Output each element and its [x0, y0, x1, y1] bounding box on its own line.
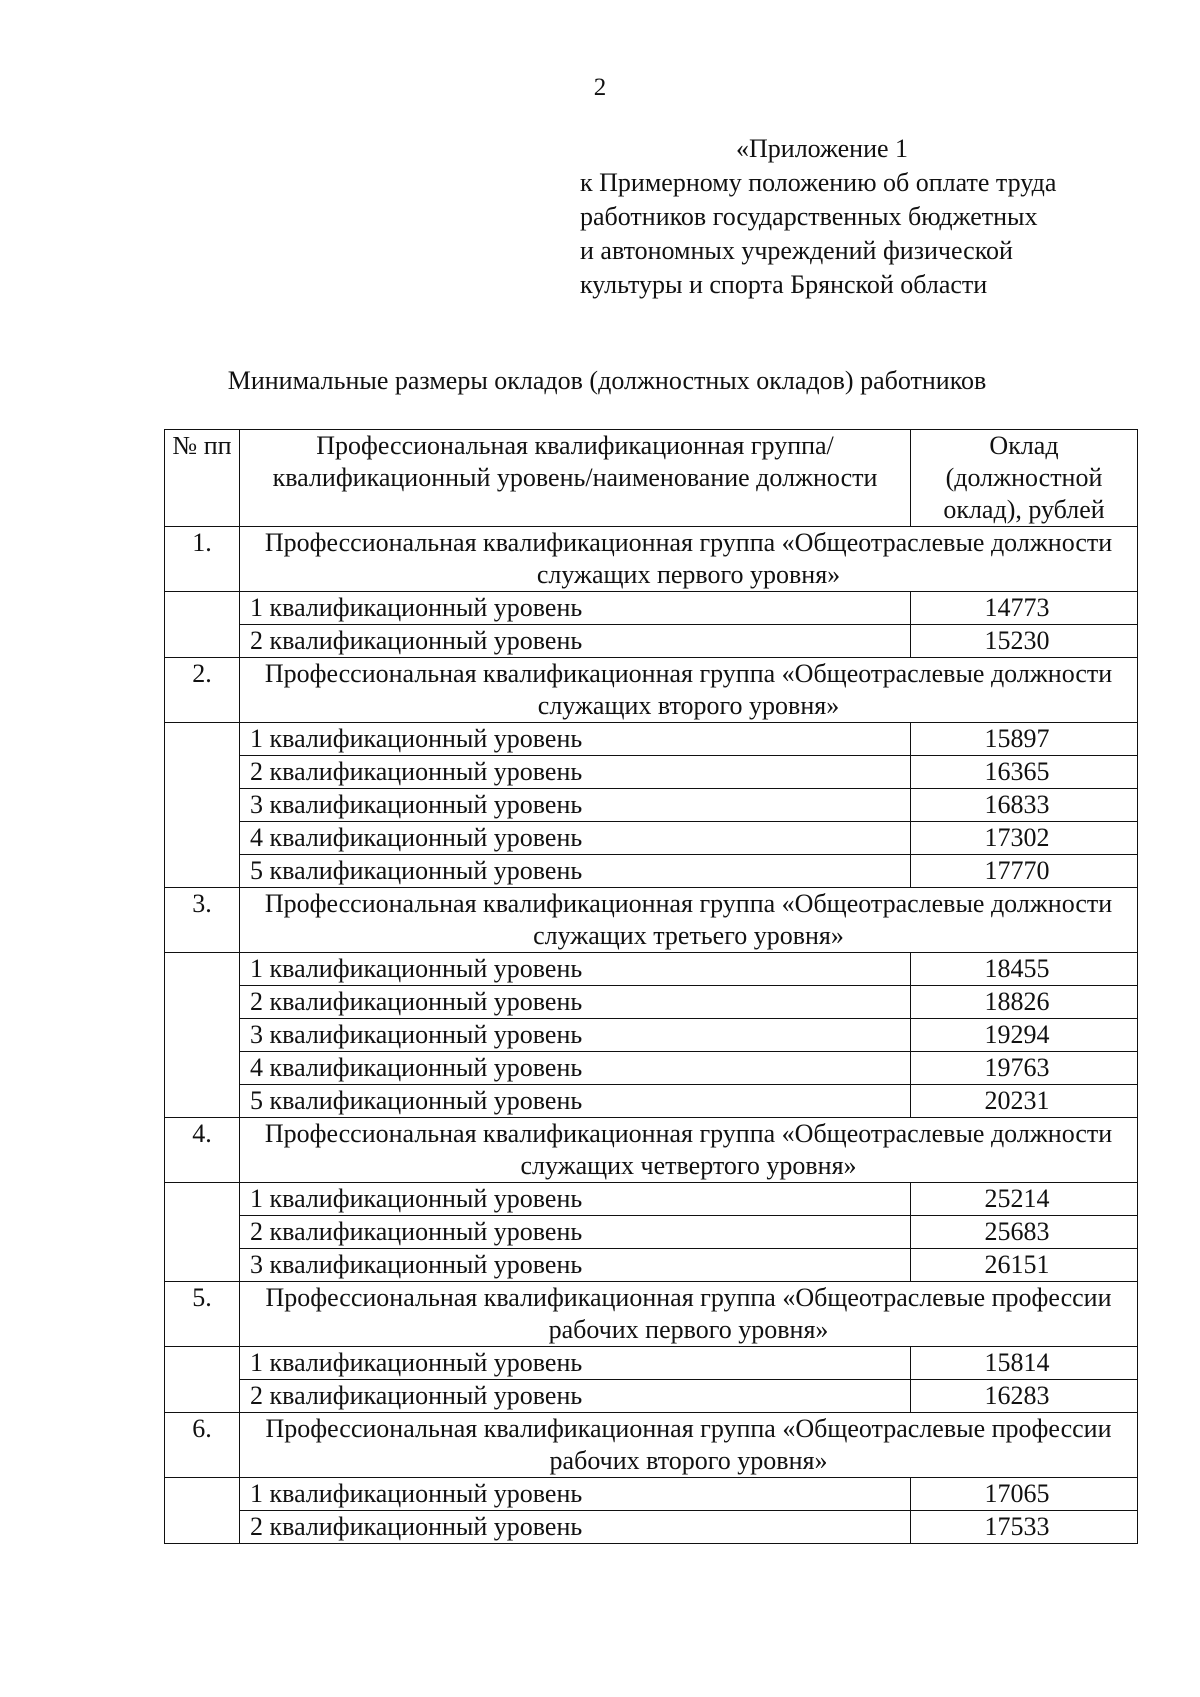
- group-number: 6.: [165, 1413, 240, 1478]
- level-name: 5 квалификационный уровень: [240, 1085, 911, 1118]
- header-name: Профессиональная квалификационная группа/квалификационный уровень/наименование должности: [240, 430, 911, 527]
- table-row: [165, 789, 1138, 822]
- empty-number-cell: [165, 723, 240, 888]
- table-row: [165, 1347, 1138, 1380]
- level-name: 3 квалификационный уровень: [240, 1249, 911, 1282]
- group-title: Профессиональная квалификационная группа «Общеотраслевые должности служащих первого уровня»: [240, 527, 1138, 592]
- group-row: [165, 527, 1138, 592]
- level-salary: 15230: [911, 625, 1138, 658]
- table-header-row: [165, 430, 1138, 527]
- level-name: 1 квалификационный уровень: [240, 592, 911, 625]
- level-salary: 17065: [911, 1478, 1138, 1511]
- group-row: [165, 1118, 1138, 1183]
- table-row: [165, 723, 1138, 756]
- header-num: № пп: [165, 430, 240, 527]
- table-row: [165, 1511, 1138, 1544]
- group-number: 3.: [165, 888, 240, 953]
- level-name: 1 квалификационный уровень: [240, 1347, 911, 1380]
- table-row: [165, 855, 1138, 888]
- level-name: 4 квалификационный уровень: [240, 1052, 911, 1085]
- level-salary: 14773: [911, 592, 1138, 625]
- level-salary: 16365: [911, 756, 1138, 789]
- level-salary: 15897: [911, 723, 1138, 756]
- table-row: [165, 625, 1138, 658]
- page-number: 2: [593, 74, 607, 101]
- level-salary: 26151: [911, 1249, 1138, 1282]
- group-title: Профессиональная квалификационная группа «Общеотраслевые должности служащих второго уровня»: [240, 658, 1138, 723]
- table-row: [165, 1478, 1138, 1511]
- group-row: [165, 1413, 1138, 1478]
- empty-number-cell: [165, 1478, 240, 1544]
- level-salary: 20231: [911, 1085, 1138, 1118]
- table-row: [165, 953, 1138, 986]
- level-salary: 15814: [911, 1347, 1138, 1380]
- level-name: 2 квалификационный уровень: [240, 986, 911, 1019]
- appendix-note: [580, 132, 1140, 302]
- appendix-line: к Примерному положению об оплате труда: [580, 168, 1057, 197]
- appendix-line: культуры и спорта Брянской области: [580, 270, 988, 299]
- level-name: 1 квалификационный уровень: [240, 1478, 911, 1511]
- salary-table: [164, 429, 1138, 1544]
- table-row: [165, 822, 1138, 855]
- level-name: 3 квалификационный уровень: [240, 1019, 911, 1052]
- level-name: 5 квалификационный уровень: [240, 855, 911, 888]
- group-number: 1.: [165, 527, 240, 592]
- level-salary: 17302: [911, 822, 1138, 855]
- level-salary: 19294: [911, 1019, 1138, 1052]
- table-row: [165, 986, 1138, 1019]
- level-name: 1 квалификационный уровень: [240, 1183, 911, 1216]
- level-name: 2 квалификационный уровень: [240, 1511, 911, 1544]
- level-salary: 17770: [911, 855, 1138, 888]
- group-row: [165, 658, 1138, 723]
- appendix-line: и автономных учреждений физической: [580, 236, 1013, 265]
- table-row: [165, 1183, 1138, 1216]
- header-salary: Оклад (должностной оклад), рублей: [911, 430, 1138, 527]
- group-title: Профессиональная квалификационная группа «Общеотраслевые профессии рабочих первого уровня»: [240, 1282, 1138, 1347]
- group-number: 5.: [165, 1282, 240, 1347]
- group-title: Профессиональная квалификационная группа «Общеотраслевые должности служащих четвертого уровня»: [240, 1118, 1138, 1183]
- table-row: [165, 1052, 1138, 1085]
- table-row: [165, 1249, 1138, 1282]
- empty-number-cell: [165, 1347, 240, 1413]
- level-salary: 25683: [911, 1216, 1138, 1249]
- group-row: [165, 1282, 1138, 1347]
- empty-number-cell: [165, 592, 240, 658]
- group-number: 2.: [165, 658, 240, 723]
- level-name: 3 квалификационный уровень: [240, 789, 911, 822]
- level-salary: 17533: [911, 1511, 1138, 1544]
- level-salary: 18455: [911, 953, 1138, 986]
- level-name: 2 квалификационный уровень: [240, 1380, 911, 1413]
- empty-number-cell: [165, 953, 240, 1118]
- empty-number-cell: [165, 1183, 240, 1282]
- level-name: 2 квалификационный уровень: [240, 1216, 911, 1249]
- group-number: 4.: [165, 1118, 240, 1183]
- table-row: [165, 1216, 1138, 1249]
- group-row: [165, 888, 1138, 953]
- level-salary: 16283: [911, 1380, 1138, 1413]
- level-salary: 19763: [911, 1052, 1138, 1085]
- table-body: [165, 527, 1138, 1544]
- group-title: Профессиональная квалификационная группа «Общеотраслевые профессии рабочих второго уровня»: [240, 1413, 1138, 1478]
- level-name: 1 квалификационный уровень: [240, 723, 911, 756]
- level-salary: 25214: [911, 1183, 1138, 1216]
- level-name: 2 квалификационный уровень: [240, 756, 911, 789]
- table-row: [165, 1380, 1138, 1413]
- group-title: Профессиональная квалификационная группа «Общеотраслевые должности служащих третьего уровня»: [240, 888, 1138, 953]
- appendix-line: работников государственных бюджетных: [580, 202, 1038, 231]
- document-title: Минимальные размеры окладов (должностных окладов) работников: [227, 366, 987, 395]
- appendix-line: «Приложение 1: [736, 134, 909, 163]
- table-row: [165, 1019, 1138, 1052]
- level-salary: 18826: [911, 986, 1138, 1019]
- level-name: 1 квалификационный уровень: [240, 953, 911, 986]
- level-name: 4 квалификационный уровень: [240, 822, 911, 855]
- level-name: 2 квалификационный уровень: [240, 625, 911, 658]
- table-row: [165, 1085, 1138, 1118]
- level-salary: 16833: [911, 789, 1138, 822]
- table-row: [165, 592, 1138, 625]
- table-row: [165, 756, 1138, 789]
